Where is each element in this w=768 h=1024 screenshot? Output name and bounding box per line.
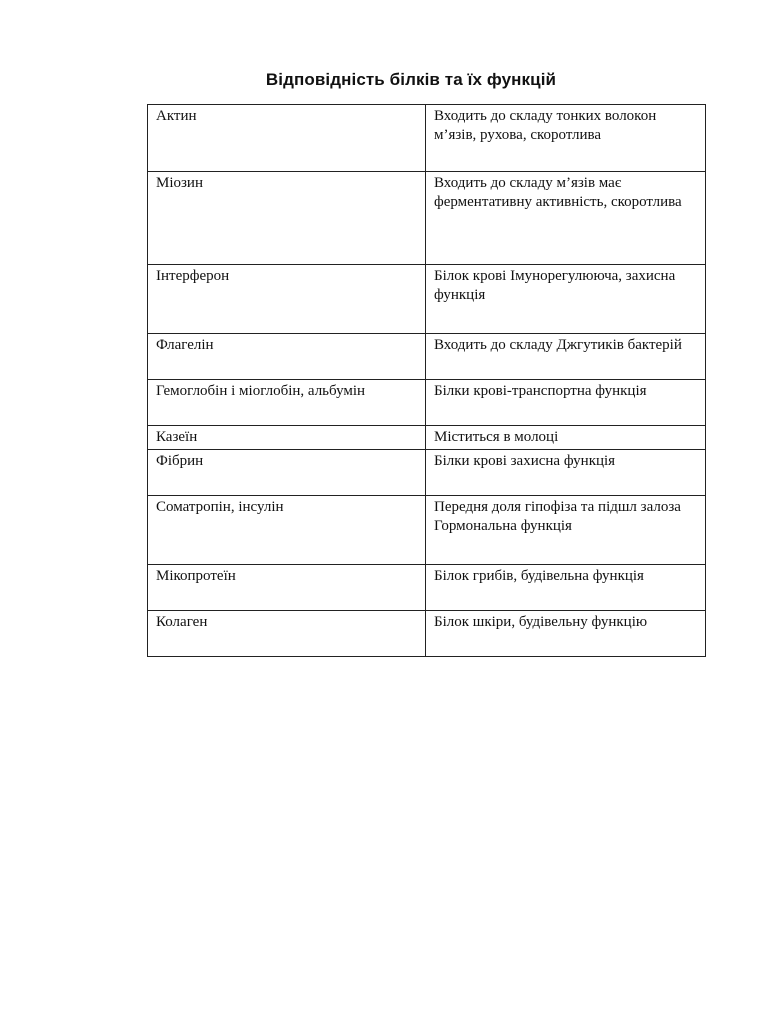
- table-row: [148, 334, 706, 380]
- protein-name-cell: Актин: [148, 105, 426, 172]
- table-row: [148, 265, 706, 334]
- protein-name-cell: Гемоглобін і міоглобін, альбумін: [148, 380, 426, 426]
- protein-function-table: [147, 104, 706, 657]
- table-row: [148, 426, 706, 450]
- table-row: [148, 172, 706, 265]
- protein-name-cell: Фібрин: [148, 450, 426, 496]
- protein-name-cell: Інтерферон: [148, 265, 426, 334]
- protein-function-cell: Білок шкіри, будівельну функцію: [426, 611, 706, 657]
- table-row: [148, 105, 706, 172]
- protein-function-cell: Входить до складу м’язів має ферментативну активність, скоротлива: [426, 172, 706, 265]
- protein-name-cell: Мікопротеїн: [148, 565, 426, 611]
- protein-name-cell: Колаген: [148, 611, 426, 657]
- table-row: [148, 611, 706, 657]
- protein-function-cell: Білок грибів, будівельна функція: [426, 565, 706, 611]
- protein-function-cell: Входить до складу Джгутиків бактерій: [426, 334, 706, 380]
- table-row: [148, 380, 706, 426]
- table-row: [148, 496, 706, 565]
- page-title: Відповідність білків та їх функцій: [265, 70, 557, 89]
- protein-function-cell: Входить до складу тонких волокон м’язів, рухова, скоротлива: [426, 105, 706, 172]
- protein-name-cell: Соматропін, інсулін: [148, 496, 426, 565]
- protein-function-cell: Білки крові захисна функція: [426, 450, 706, 496]
- table-row: [148, 450, 706, 496]
- protein-function-cell: Міститься в молоці: [426, 426, 706, 450]
- protein-function-cell: Білок крові Імунорегулююча, захисна функція: [426, 265, 706, 334]
- protein-function-cell: Передня доля гіпофіза та підшл залоза Гормональна функція: [426, 496, 706, 565]
- protein-function-cell: Білки крові-транспортна функція: [426, 380, 706, 426]
- protein-name-cell: Казеїн: [148, 426, 426, 450]
- protein-name-cell: Флагелін: [148, 334, 426, 380]
- table-row: [148, 565, 706, 611]
- protein-name-cell: Міозин: [148, 172, 426, 265]
